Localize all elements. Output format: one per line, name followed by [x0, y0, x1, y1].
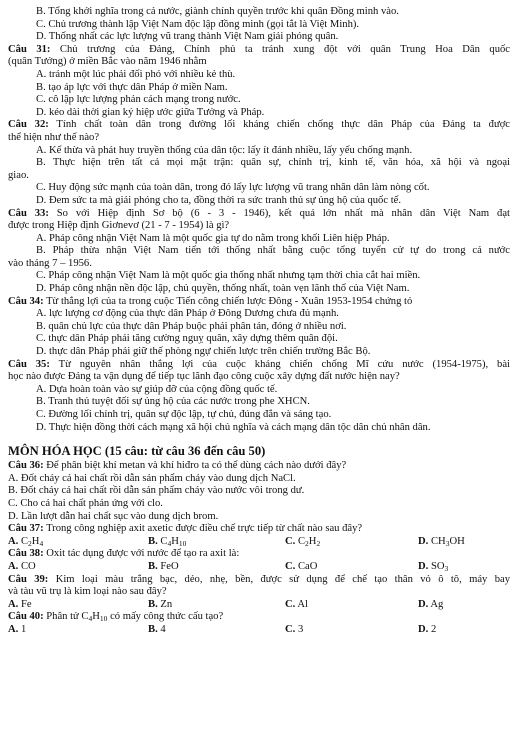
formula-part: C — [297, 535, 306, 547]
option-letter: C. — [285, 560, 296, 572]
q31-option-a: A. tránh một lúc phải đối phó với nhiều kẻ thù. — [36, 68, 236, 80]
option-letter: A. — [8, 535, 19, 547]
q35-option-b: B. Tranh thủ tuyệt đối sự ủng hộ của các nước trong phe XHCN. — [36, 396, 310, 408]
option-letter: D. — [418, 560, 429, 572]
q34-stem — [8, 296, 510, 309]
option-letter: D. — [418, 623, 429, 635]
q33-option-d: D. Pháp công nhận nền độc lập, chủ quyền, thống nhất, toàn vẹn lãnh thổ của Việt Nam. — [36, 283, 410, 295]
option-letter: C. — [285, 623, 296, 635]
q31-stem-line1: Chủ trương của Đảng, Chính phủ ta tránh xung đột với quân Trung Hoa Dân quốc — [59, 43, 510, 55]
q34-stem-text: Từ thắng lợi của ta trong cuộc Tiến công chiến lược Đông - Xuân 1953-1954 chứng tỏ — [46, 295, 413, 307]
q34-option-b: B. quân chủ lực của thực dân Pháp buộc phải phân tán, đóng ở nhiều nơi. — [36, 320, 347, 332]
formula-part: OH — [449, 535, 465, 547]
option-letter: B. — [148, 560, 158, 572]
q38-option-a — [8, 561, 148, 574]
formula-part: CH — [430, 535, 446, 547]
formula-sub: 3 — [445, 538, 450, 548]
q37-option-d — [418, 536, 508, 549]
q31-stem-line2: (quân Tưởng) ở miền Bắc vào năm 1946 nhằm — [8, 56, 207, 68]
option-text: 2 — [430, 623, 437, 635]
formula-part: H — [31, 535, 40, 547]
formula-sub: 2 — [28, 538, 32, 548]
q35-option-a: A. Dựa hoàn toàn vào sự giúp đỡ của cộng đồng quốc tế. — [36, 383, 278, 395]
chemistry-section-title: MÔN HÓA HỌC (15 câu: từ câu 36 đến câu 50) — [8, 444, 266, 459]
q40-option-c — [285, 624, 418, 637]
q32-option-d: D. Đem sức ta mà giải phóng cho ta, đồng thời ra sức tranh thủ sự ủng hộ của quốc tế. — [36, 194, 401, 206]
q32-stem — [8, 119, 510, 132]
q40-stem-part: Phân tử C — [46, 611, 89, 623]
q39-option-a — [8, 599, 148, 612]
option-text: Ag — [430, 598, 444, 610]
formula-sub: 2 — [305, 538, 309, 548]
q31-stem — [8, 44, 510, 57]
q37-option-a — [8, 536, 148, 549]
q31-label: Câu 31: — [8, 43, 51, 55]
q38-option-c — [285, 561, 418, 574]
option-letter: C. — [285, 535, 296, 547]
q36-option-b: B. Đốt cháy cả hai chất rồi dẫn sản phẩm cháy vào nước vôi trong dư. — [8, 485, 305, 497]
q32-option-c: C. Huy động sức mạnh của toàn dân, trong đó lấy lực lượng vũ trang nhân dân làm nòng cốt. — [36, 182, 430, 194]
q39-stem-line2: và tàu vũ trụ là kim loại nào sau đây? — [8, 586, 167, 598]
q40-option-d — [418, 624, 508, 637]
formula-part: FeO — [160, 560, 179, 572]
q40-stem — [8, 611, 510, 624]
q34-option-c: C. thực dân Pháp phải tăng cường nguỵ quân, xây dựng thêm quân đội. — [36, 333, 338, 345]
q38-stem — [8, 548, 510, 561]
option-letter: B. — [148, 623, 158, 635]
q32-option-b-cont: giao. — [8, 169, 29, 181]
q31-option-c: C. cô lập lực lượng phản cách mạng trong nước. — [36, 94, 241, 106]
q37-label: Câu 37: — [8, 523, 44, 535]
formula-sub: 4 — [88, 614, 93, 624]
option-text: Fe — [20, 598, 32, 610]
q38-label: Câu 38: — [8, 548, 44, 560]
formula-part: H — [171, 535, 179, 547]
q37-stem — [8, 523, 510, 536]
formula-sub: 2 — [316, 538, 321, 548]
option-text: 4 — [160, 623, 166, 635]
formula-sub: 3 — [444, 563, 449, 573]
q34-label: Câu 34: — [8, 295, 44, 307]
q39-stem — [8, 574, 510, 587]
q40-stem-part: có mấy công thức cấu tạo? — [107, 611, 224, 623]
q40-stem-part: H — [92, 611, 100, 623]
option-letter: C. — [285, 598, 296, 610]
q36-option-d: D. Lần lượt dẫn hai chất sục vào dung dịch brom. — [8, 510, 219, 522]
option-text: 1 — [20, 623, 27, 635]
q38-stem-text: Oxit tác dụng được với nước để tạo ra axit là: — [46, 548, 240, 560]
q32-stem-line1: Tính chất toàn dân trong đường lối kháng chiến chống thực dân Pháp của Đảng ta được — [56, 119, 510, 131]
formula-part: C — [160, 535, 168, 547]
q35-stem — [8, 359, 510, 372]
q37-stem-text: Trong công nghiệp axit axetic được điều chế trực tiếp từ chất nào sau đây? — [46, 523, 363, 535]
q39-option-b — [148, 599, 285, 612]
q33-option-a: A. Pháp công nhận Việt Nam là một quốc gia tự do nằm trong khối Liên hiệp Pháp. — [36, 232, 390, 244]
option-text: Zn — [160, 598, 173, 610]
q35-option-d: D. Thực hiện đồng thời cách mạng xã hội chủ nghĩa và cách mạng dân tộc dân chủ nhân dân. — [36, 421, 431, 433]
q32-option-b: B. Thực hiện trên tất cả mọi mặt trận: quân sự, chính trị, kinh tế, văn hóa, xã hội và ngoại — [36, 157, 510, 169]
q40-label: Câu 40: — [8, 611, 44, 623]
q38-option-b — [148, 561, 285, 574]
q39-options — [8, 599, 510, 612]
formula-part: H — [308, 535, 317, 547]
q35-stem-line1: Từ nguyên nhân thắng lợi của cuộc kháng chiến chống Mĩ cứu nước (1954-1975), bài — [58, 358, 510, 370]
q39-stem-line1: Kim loại màu trắng bạc, dẻo, nhẹ, bền, được sử dụng để chế tạo thân vỏ ô tô, máy bay — [55, 573, 510, 585]
option-letter: B. — [148, 535, 158, 547]
q30-option-b: B. Tổng khởi nghĩa trong cả nước, giành chính quyền trước khi quân Đồng minh vào. — [36, 6, 399, 17]
q31-option-b: B. tạo áp lực với thực dân Pháp ở miền Nam. — [36, 81, 228, 93]
q40-option-a — [8, 624, 148, 637]
q33-option-b: B. Pháp thừa nhận Việt Nam tiến tới thống nhất bằng cuộc tổng tuyển cử tự do trong cả nước — [36, 245, 510, 257]
q33-label: Câu 33: — [8, 207, 49, 219]
q35-stem-line2: học nào được Đảng ta vận dụng để tiếp tục lãnh đạo công cuộc xây dựng đất nước hiện nay? — [8, 371, 400, 383]
q35-label: Câu 35: — [8, 358, 50, 370]
q36-stem — [8, 460, 510, 473]
option-letter: D. — [418, 598, 429, 610]
q36-stem-text: Để phân biệt khí metan và khí hiđro ta có thể dùng cách nào dưới đây? — [46, 460, 347, 472]
option-letter: A. — [8, 560, 19, 572]
q37-option-c — [285, 536, 418, 549]
q30-option-d: D. Thống nhất các lực lượng vũ trang thành Việt Nam giải phóng quân. — [36, 31, 339, 43]
q36-option-a: A. Đốt cháy cả hai chất rồi dẫn sản phẩm cháy vào dung dịch NaCl. — [8, 472, 296, 484]
q39-option-c — [285, 599, 418, 612]
option-letter: A. — [8, 623, 19, 635]
q32-stem-line2: thể hiện như thế nào? — [8, 131, 100, 143]
q38-options — [8, 561, 510, 574]
option-letter: B. — [148, 598, 158, 610]
formula-sub: 4 — [167, 538, 172, 548]
q31-option-d: D. kéo dài thời gian ký hiệp ước giữa Tưởng và Pháp. — [36, 106, 265, 118]
formula-part: CaO — [297, 560, 318, 572]
q33-stem-line1: So với Hiệp định Sơ bộ (6 - 3 - 1946), kết quả lớn nhất mà nhân dân Việt Nam đạt — [56, 207, 510, 219]
formula-part: SO — [430, 560, 445, 572]
q35-option-c: C. Đường lối chính trị, quân sự độc lập, tự chủ, đúng đắn và sáng tạo. — [36, 409, 332, 420]
q32-option-a: A. Kế thừa và phát huy truyền thống của dân tộc: lấy ít đánh nhiều, lấy yếu chống mạnh. — [36, 144, 413, 156]
formula-part: C — [20, 535, 29, 547]
option-text: Al — [297, 598, 308, 610]
q37-option-b — [148, 536, 285, 549]
q37-options — [8, 536, 510, 549]
formula-sub: 10 — [178, 538, 187, 548]
q36-label: Câu 36: — [8, 460, 44, 472]
option-letter: D. — [418, 535, 429, 547]
q40-options — [8, 624, 510, 637]
option-text: 3 — [297, 623, 304, 635]
q33-option-c: C. Pháp công nhận Việt Nam là một quốc gia thống nhất nhưng tạm thời chia cắt hai miền. — [36, 270, 421, 282]
q30-option-c: C. Chủ trương thành lập Việt Nam độc lập đồng minh (gọi tắt là Việt Minh). — [36, 18, 360, 30]
q36-option-c: C. Cho cả hai chất phản ứng với clo. — [8, 497, 163, 509]
q33-option-b-cont: vào tháng 7 – 1956. — [8, 257, 92, 269]
q40-option-b — [148, 624, 285, 637]
formula-part: CO — [20, 560, 36, 572]
option-letter: A. — [8, 598, 19, 610]
q32-label: Câu 32: — [8, 119, 49, 131]
formula-sub: 4 — [39, 538, 44, 548]
q38-option-d — [418, 561, 508, 574]
formula-sub: 10 — [99, 614, 108, 624]
q33-stem-line2: được trong Hiệp định Giơnevơ (21 - 7 - 1954) là gì? — [8, 220, 230, 232]
q33-stem — [8, 208, 510, 221]
q34-option-d: D. thực dân Pháp phải giữ thế phòng ngự chiến lược trên chiến trường Bắc Bộ. — [36, 346, 371, 358]
q34-option-a: A. lực lượng cơ động của thực dân Pháp ở Đông Dương chưa đủ mạnh. — [36, 308, 339, 320]
q39-label: Câu 39: — [8, 573, 49, 585]
q39-option-d — [418, 599, 508, 612]
